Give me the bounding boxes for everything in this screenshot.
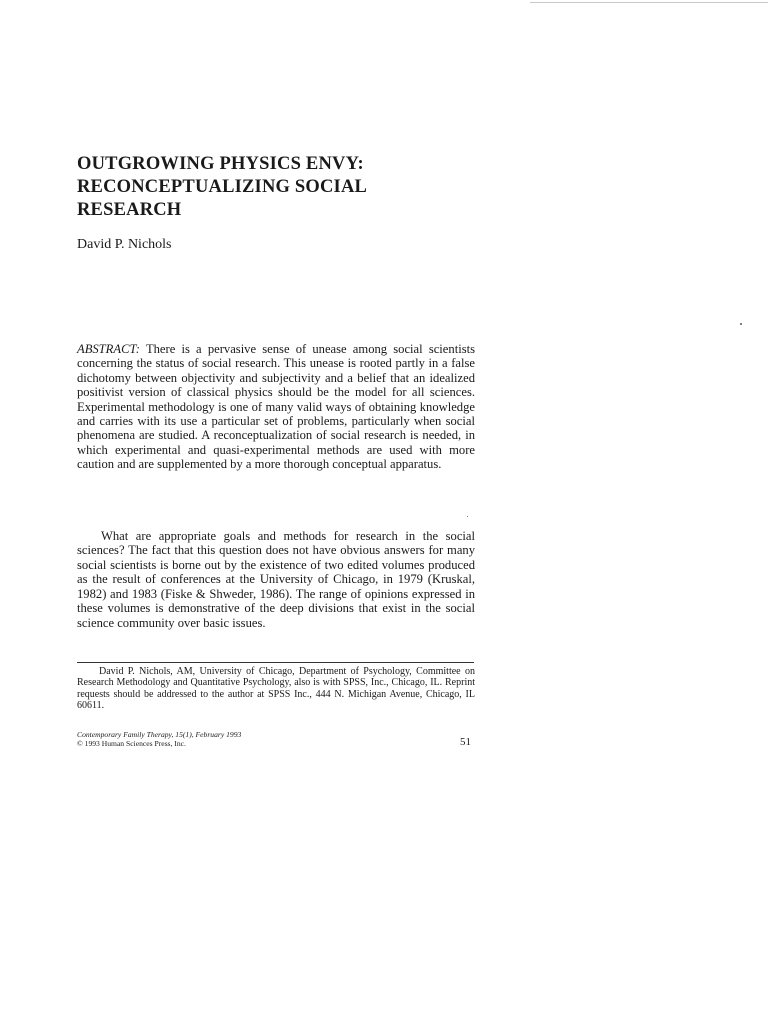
journal-copyright: © 1993 Human Sciences Press, Inc. (77, 739, 186, 748)
abstract (77, 342, 475, 472)
article-title-line-2: RECONCEPTUALIZING SOCIAL (77, 177, 368, 197)
body-paragraph: What are appropriate goals and methods for research in the social sciences? The fact that this question does not have obvious answers for many social scientists is borne out by the existence of two edited volumes produced as the result of conferences at the University of Chicago, in 1979 (Kruskal, 1982) and 1983 (Fiske & Shweder, 1986). The range of opinions expressed in these volumes is demonstrative of the deep divisions that exist in the social science community over basic issues. (77, 529, 475, 630)
article-title (77, 153, 497, 222)
footnote-rule (77, 662, 474, 663)
scan-speck (467, 516, 468, 517)
article-title-line-3: RESEARCH (77, 200, 182, 220)
page-number: 51 (460, 736, 471, 748)
scan-edge-line (530, 2, 768, 3)
article-title-line-1: OUTGROWING PHYSICS ENVY: (77, 154, 364, 174)
author-footnote: David P. Nichols, AM, University of Chicago, Department of Psychology, Committee on Research Methodology and Quantitative Psychology, also is with SPSS, Inc., Chicago, IL. Reprint requests should be addressed to the author at SPSS Inc., 444 N. Michigan Avenue, Chicago, IL 60611. (77, 666, 475, 712)
abstract-text: There is a pervasive sense of unease among social scientists concerning the status of social research. This unease is rooted partly in a false dichotomy between objectivity and subjectivity and a belief that an idealized positivist version of classical physics should be the model for all sciences. Experimental methodology is one of many valid ways of obtaining knowledge and carries with its use a particular set of problems, particularly when social phenomena are studied. A reconceptualization of social research is needed, in which experimental and quasi-experimental methods are used with more caution and are supplemented by a more thorough conceptual apparatus. (77, 342, 475, 472)
author-name: David P. Nichols (77, 237, 172, 252)
scan-speck (740, 323, 742, 325)
journal-citation: Contemporary Family Therapy, 15(1), February 1993 (77, 730, 242, 739)
abstract-label: ABSTRACT: (77, 342, 140, 356)
journal-info (77, 730, 241, 748)
